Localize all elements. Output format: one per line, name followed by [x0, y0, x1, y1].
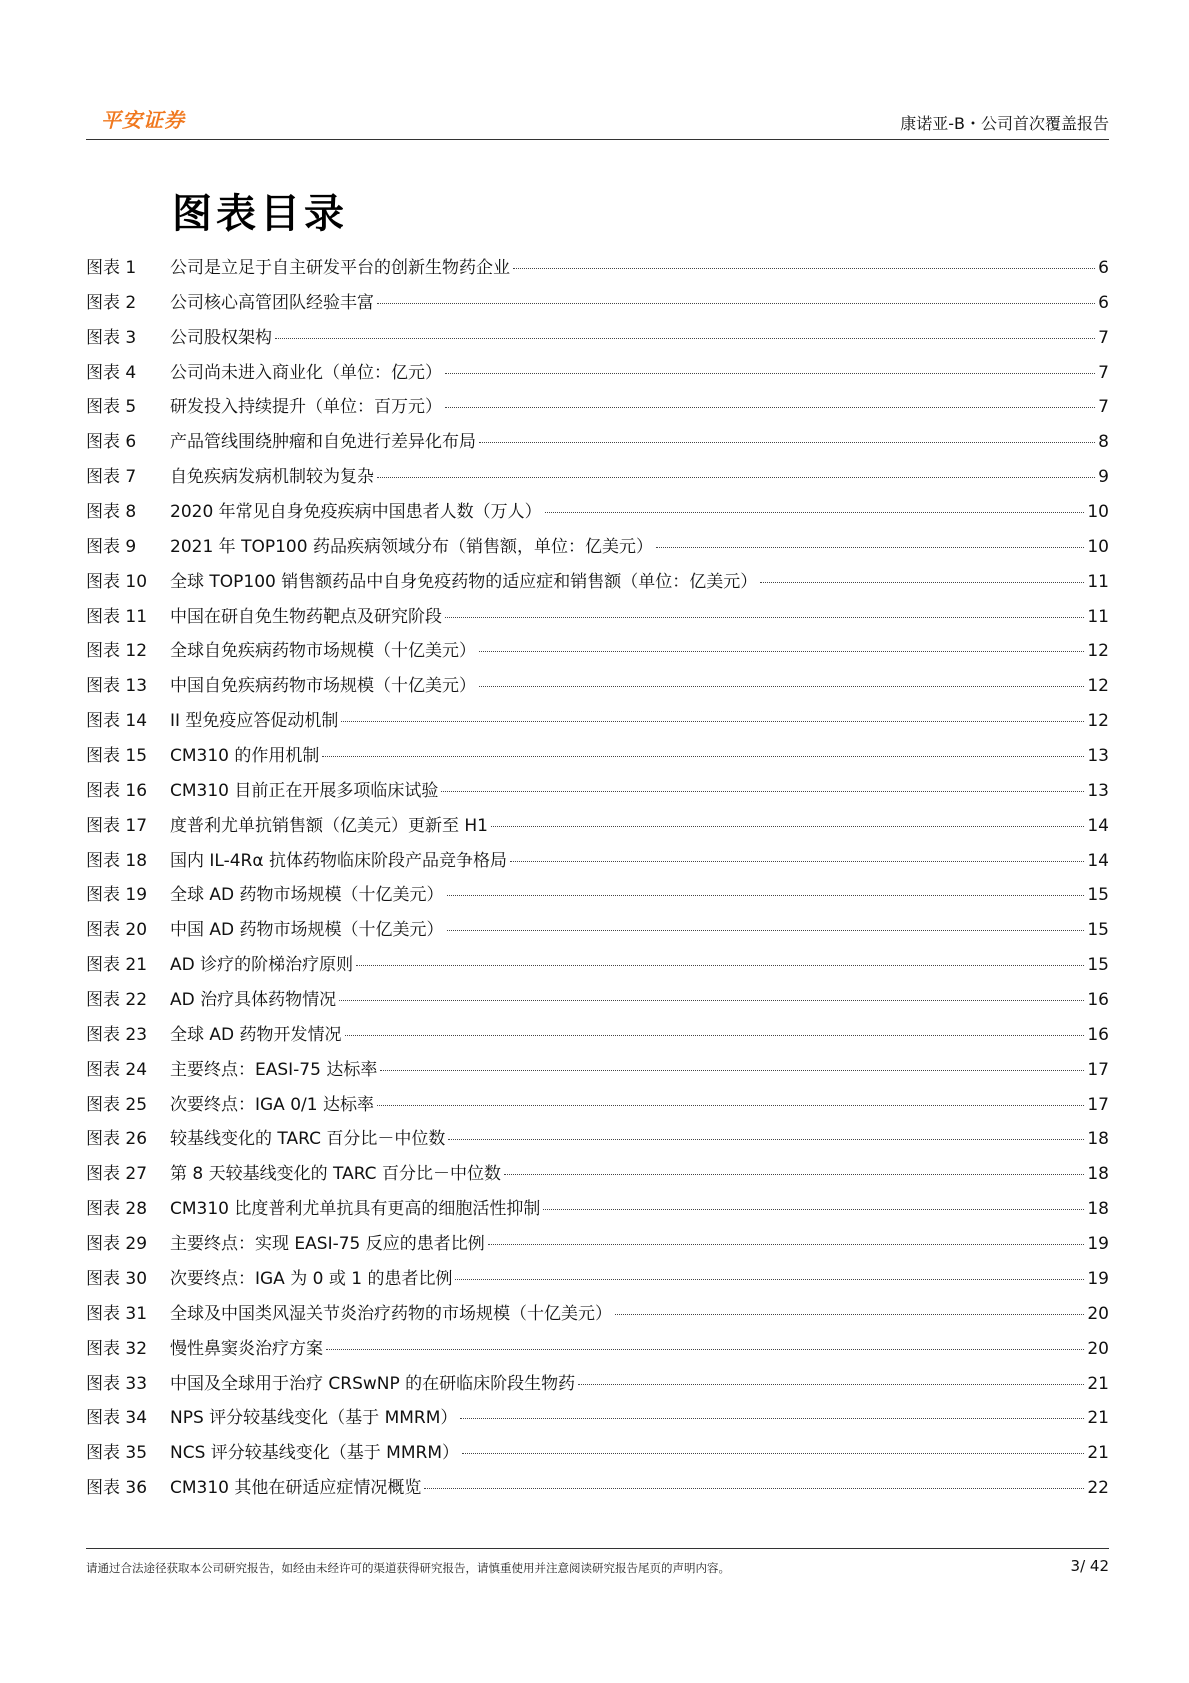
toc-entry-page[interactable]: 11: [1087, 606, 1109, 627]
toc-dot-leader: [339, 1000, 1084, 1001]
toc-entry-page[interactable]: 10: [1087, 502, 1109, 523]
toc-entry-label: 图表 30: [86, 1268, 148, 1289]
toc-entry-label: 图表 21: [86, 955, 148, 976]
toc-entry-page[interactable]: 11: [1087, 571, 1109, 592]
toc-entry[interactable]: [86, 327, 1109, 362]
toc-entry[interactable]: [86, 606, 1109, 641]
toc-entry[interactable]: [86, 396, 1109, 431]
toc-entry[interactable]: [86, 1477, 1109, 1512]
toc-entry-label: 图表 14: [86, 711, 148, 732]
toc-entry-label: 图表 31: [86, 1303, 148, 1324]
toc-entry-label: 图表 17: [86, 815, 148, 836]
toc-entry-label: 图表 35: [86, 1443, 148, 1464]
toc-entry-page[interactable]: 12: [1087, 641, 1109, 662]
toc-entry-page[interactable]: 7: [1098, 327, 1109, 348]
toc-entry-page[interactable]: 7: [1098, 397, 1109, 418]
toc-entry-title[interactable]: II 型免疫应答促动机制: [170, 711, 339, 732]
toc-entry-title[interactable]: 2021 年 TOP100 药品疾病领域分布（销售额，单位：亿美元）: [170, 536, 653, 557]
toc-dot-leader: [275, 338, 1095, 339]
toc-entry-title[interactable]: 全球 AD 药物开发情况: [170, 1024, 342, 1045]
toc-entry-label: 图表 29: [86, 1234, 148, 1255]
toc-dot-leader: [445, 617, 1084, 618]
toc-dot-leader: [447, 895, 1085, 896]
toc-dot-leader: [448, 1139, 1084, 1140]
toc-dot-leader: [460, 1418, 1084, 1419]
toc-entry-page[interactable]: 16: [1087, 990, 1109, 1011]
toc-entry-title[interactable]: 产品管线围绕肿瘤和自免进行差异化布局: [170, 432, 476, 453]
toc-entry[interactable]: [86, 466, 1109, 501]
toc-dot-leader: [326, 1349, 1084, 1350]
toc-entry-title[interactable]: AD 诊疗的阶梯治疗原则: [170, 955, 354, 976]
toc-entry-label: 图表 3: [86, 327, 137, 348]
toc-entry-page[interactable]: 15: [1087, 885, 1109, 906]
toc-entry[interactable]: [86, 745, 1109, 780]
toc-entry[interactable]: [86, 710, 1109, 745]
toc-entry-label: 图表 19: [86, 885, 148, 906]
toc-entry-page[interactable]: 18: [1087, 1164, 1109, 1185]
toc-entry-label: 图表 34: [86, 1408, 148, 1429]
toc-entry-label: 图表 20: [86, 920, 148, 941]
toc-entry-title[interactable]: 公司核心高管团队经验丰富: [170, 292, 374, 313]
toc-dot-leader: [377, 303, 1095, 304]
toc-entry[interactable]: [86, 780, 1109, 815]
toc-dot-leader: [479, 442, 1095, 443]
toc-dot-leader: [441, 791, 1084, 792]
toc-entry-title[interactable]: 中国自免疾病药物市场规模（十亿美元）: [170, 676, 476, 697]
toc-entry-title[interactable]: AD 治疗具体药物情况: [170, 990, 337, 1011]
toc-entry-title[interactable]: 次要终点：IGA 0/1 达标率: [170, 1094, 374, 1115]
toc-entry[interactable]: [86, 536, 1109, 571]
toc-dot-leader: [578, 1384, 1084, 1385]
toc-dot-leader: [656, 547, 1084, 548]
footer-divider: [86, 1548, 1109, 1549]
toc-dot-leader: [491, 826, 1084, 827]
toc-dot-leader: [356, 965, 1084, 966]
toc-entry-page[interactable]: 13: [1087, 780, 1109, 801]
toc-entry[interactable]: [86, 257, 1109, 292]
toc-entry-title[interactable]: 自免疾病发病机制较为复杂: [170, 467, 374, 488]
toc-dot-leader: [545, 512, 1085, 513]
toc-dot-leader: [543, 1209, 1084, 1210]
toc-entry-page[interactable]: 22: [1087, 1478, 1109, 1499]
toc-entry-page[interactable]: 6: [1098, 292, 1109, 313]
toc-entry[interactable]: [86, 1338, 1109, 1373]
toc-entry-label: 图表 5: [86, 397, 137, 418]
toc-entry[interactable]: [86, 850, 1109, 885]
toc-dot-leader: [504, 1174, 1084, 1175]
toc-entry-label: 图表 27: [86, 1164, 148, 1185]
toc-entry-title[interactable]: 研发投入持续提升（单位：百万元）: [170, 397, 442, 418]
toc-entry[interactable]: [86, 1268, 1109, 1303]
toc-entry-label: 图表 12: [86, 641, 148, 662]
toc-entry-page[interactable]: 17: [1087, 1059, 1109, 1080]
toc-entry-label: 图表 15: [86, 746, 148, 767]
toc-entry-label: 图表 25: [86, 1094, 148, 1115]
toc-entry[interactable]: [86, 884, 1109, 919]
toc-entry-title[interactable]: CM310 的作用机制: [170, 746, 320, 767]
toc-dot-leader: [380, 1070, 1084, 1071]
toc-entry-label: 图表 23: [86, 1024, 148, 1045]
header-divider: [86, 139, 1109, 140]
page-number: 3/ 42: [1070, 1557, 1109, 1575]
toc-dot-leader: [462, 1453, 1084, 1454]
toc-dot-leader: [455, 1279, 1084, 1280]
toc-dot-leader: [377, 1105, 1084, 1106]
toc-entry[interactable]: [86, 431, 1109, 466]
toc-entry-label: 图表 24: [86, 1059, 148, 1080]
toc-entry-label: 图表 22: [86, 990, 148, 1011]
toc-entry[interactable]: [86, 919, 1109, 954]
toc-entry-page[interactable]: 21: [1087, 1443, 1109, 1464]
toc-entry-page[interactable]: 21: [1087, 1373, 1109, 1394]
toc-entry-page[interactable]: 18: [1087, 1199, 1109, 1220]
toc-dot-leader: [513, 268, 1095, 269]
toc-entry-title[interactable]: 度普利尤单抗销售额（亿美元）更新至 H1: [170, 815, 489, 836]
toc-entry-title[interactable]: 中国在研自免生物药靶点及研究阶段: [170, 606, 442, 627]
toc-entry-page[interactable]: 19: [1087, 1234, 1109, 1255]
toc-entry-page[interactable]: 10: [1087, 536, 1109, 557]
toc-entry-title[interactable]: NCS 评分较基线变化（基于 MMRM）: [170, 1443, 459, 1464]
toc-entry[interactable]: [86, 1407, 1109, 1442]
toc-dot-leader: [479, 686, 1084, 687]
toc-entry-label: 图表 1: [86, 258, 137, 278]
footer-disclaimer: 请通过合法途径获取本公司研究报告，如经由未经许可的渠道获得研究报告，请慎重使用并注意阅读研究报告尾页的声明内容。: [86, 1561, 730, 1575]
toc-entry[interactable]: [86, 640, 1109, 675]
toc-entry[interactable]: [86, 1128, 1109, 1163]
toc-entry[interactable]: [86, 954, 1109, 989]
toc-entry-page[interactable]: 6: [1098, 258, 1109, 278]
toc-dot-leader: [345, 1035, 1085, 1036]
toc-dot-leader: [445, 407, 1095, 408]
toc-entry-label: 图表 8: [86, 502, 137, 523]
toc-entry-page[interactable]: 15: [1087, 955, 1109, 976]
toc-entry-label: 图表 16: [86, 780, 148, 801]
toc-entry-title[interactable]: 主要终点：EASI-75 达标率: [170, 1059, 378, 1080]
toc-dot-leader: [341, 721, 1084, 722]
toc-entry-page[interactable]: 21: [1087, 1408, 1109, 1429]
toc-entry-title[interactable]: 公司是立足于自主研发平台的创新生物药企业: [170, 258, 510, 278]
report-title: 康诺亚-B・公司首次覆盖报告: [900, 114, 1109, 133]
toc-entry-label: 图表 26: [86, 1129, 148, 1150]
toc-entry-page[interactable]: 20: [1087, 1303, 1109, 1324]
toc-entry[interactable]: [86, 571, 1109, 606]
toc-dot-leader: [479, 651, 1084, 652]
toc-dot-leader: [445, 373, 1095, 374]
toc-entry-title[interactable]: 全球及中国类风湿关节炎治疗药物的市场规模（十亿美元）: [170, 1303, 612, 1324]
toc-entry-title[interactable]: 国内 IL-4Rα 抗体药物临床阶段产品竞争格局: [170, 850, 507, 871]
toc-entry-page[interactable]: 8: [1098, 432, 1109, 453]
toc-entry-title[interactable]: 全球自免疾病药物市场规模（十亿美元）: [170, 641, 476, 662]
toc-entry[interactable]: [86, 1303, 1109, 1338]
brand-logo: 平安证券: [101, 108, 185, 132]
toc-entry[interactable]: [86, 675, 1109, 710]
toc-entry-label: 图表 28: [86, 1199, 148, 1220]
toc-entry[interactable]: [86, 292, 1109, 327]
toc-entry-title[interactable]: 较基线变化的 TARC 百分比－中位数: [170, 1129, 446, 1150]
toc-entry[interactable]: [86, 1198, 1109, 1233]
toc-entry-page[interactable]: 14: [1087, 850, 1109, 871]
toc-dot-leader: [322, 756, 1084, 757]
toc-entry-page[interactable]: 16: [1087, 1024, 1109, 1045]
toc-entry[interactable]: [86, 501, 1109, 536]
toc-entry-title[interactable]: 第 8 天较基线变化的 TARC 百分比－中位数: [170, 1164, 501, 1185]
toc-dot-leader: [447, 930, 1085, 931]
toc-entry-title[interactable]: CM310 目前正在开展多项临床试验: [170, 780, 439, 801]
toc-entry-page[interactable]: 12: [1087, 711, 1109, 732]
toc-entry-title[interactable]: CM310 其他在研适应症情况概览: [170, 1478, 422, 1499]
toc-entry-label: 图表 9: [86, 536, 137, 557]
toc-entry[interactable]: [86, 1094, 1109, 1129]
toc-dot-leader: [760, 582, 1084, 583]
toc-entry-page[interactable]: 9: [1098, 467, 1109, 488]
toc-entry[interactable]: [86, 1442, 1109, 1477]
toc-entry[interactable]: [86, 815, 1109, 850]
toc-entry-title[interactable]: CM310 比度普利尤单抗具有更高的细胞活性抑制: [170, 1199, 541, 1220]
toc-dot-leader: [488, 1244, 1085, 1245]
toc-entry-label: 图表 2: [86, 292, 137, 313]
toc-entry-label: 图表 11: [86, 606, 148, 627]
toc-entry-title[interactable]: 中国及全球用于治疗 CRSwNP 的在研临床阶段生物药: [170, 1373, 576, 1394]
toc-entry-title[interactable]: 2020 年常见自身免疫疾病中国患者人数（万人）: [170, 502, 542, 523]
toc-entry-label: 图表 13: [86, 676, 148, 697]
toc-entry-label: 图表 36: [86, 1478, 148, 1499]
toc-dot-leader: [510, 861, 1084, 862]
toc-heading: 图表目录: [172, 191, 348, 237]
toc-entry[interactable]: [86, 1059, 1109, 1094]
toc-entry-title[interactable]: 次要终点：IGA 为 0 或 1 的患者比例: [170, 1268, 453, 1289]
toc-entry-title[interactable]: 公司尚未进入商业化（单位：亿元）: [170, 362, 442, 383]
toc-entry-page[interactable]: 13: [1087, 746, 1109, 767]
toc-entry-label: 图表 4: [86, 362, 137, 383]
toc-entry-label: 图表 10: [86, 571, 148, 592]
toc-dot-leader: [377, 477, 1095, 478]
toc-entry[interactable]: [86, 1024, 1109, 1059]
toc-list: [86, 257, 1109, 1512]
toc-entry-label: 图表 7: [86, 467, 137, 488]
toc-entry-page[interactable]: 14: [1087, 815, 1109, 836]
toc-entry[interactable]: [86, 1373, 1109, 1408]
toc-entry[interactable]: [86, 1163, 1109, 1198]
toc-entry-label: 图表 32: [86, 1338, 148, 1359]
toc-dot-leader: [424, 1488, 1084, 1489]
toc-entry-title[interactable]: 公司股权架构: [170, 327, 272, 348]
toc-entry-label: 图表 33: [86, 1373, 148, 1394]
toc-entry-title[interactable]: NPS 评分较基线变化（基于 MMRM）: [170, 1408, 458, 1429]
toc-entry-page[interactable]: 15: [1087, 920, 1109, 941]
toc-entry-page[interactable]: 7: [1098, 362, 1109, 383]
toc-entry-label: 图表 18: [86, 850, 148, 871]
toc-entry-title[interactable]: 全球 TOP100 销售额药品中自身免疫药物的适应症和销售额（单位：亿美元）: [170, 571, 758, 592]
toc-entry-page[interactable]: 19: [1087, 1268, 1109, 1289]
toc-entry[interactable]: [86, 1233, 1109, 1268]
toc-entry-title[interactable]: 中国 AD 药物市场规模（十亿美元）: [170, 920, 444, 941]
toc-entry-label: 图表 6: [86, 432, 137, 453]
toc-entry-title[interactable]: 慢性鼻窦炎治疗方案: [170, 1338, 323, 1359]
toc-entry-title[interactable]: 全球 AD 药物市场规模（十亿美元）: [170, 885, 444, 906]
toc-entry-page[interactable]: 18: [1087, 1129, 1109, 1150]
toc-entry-title[interactable]: 主要终点：实现 EASI-75 反应的患者比例: [170, 1234, 485, 1255]
toc-entry-page[interactable]: 17: [1087, 1094, 1109, 1115]
toc-entry-page[interactable]: 12: [1087, 676, 1109, 697]
toc-dot-leader: [615, 1314, 1084, 1315]
toc-entry[interactable]: [86, 362, 1109, 397]
toc-entry-page[interactable]: 20: [1087, 1338, 1109, 1359]
toc-entry[interactable]: [86, 989, 1109, 1024]
